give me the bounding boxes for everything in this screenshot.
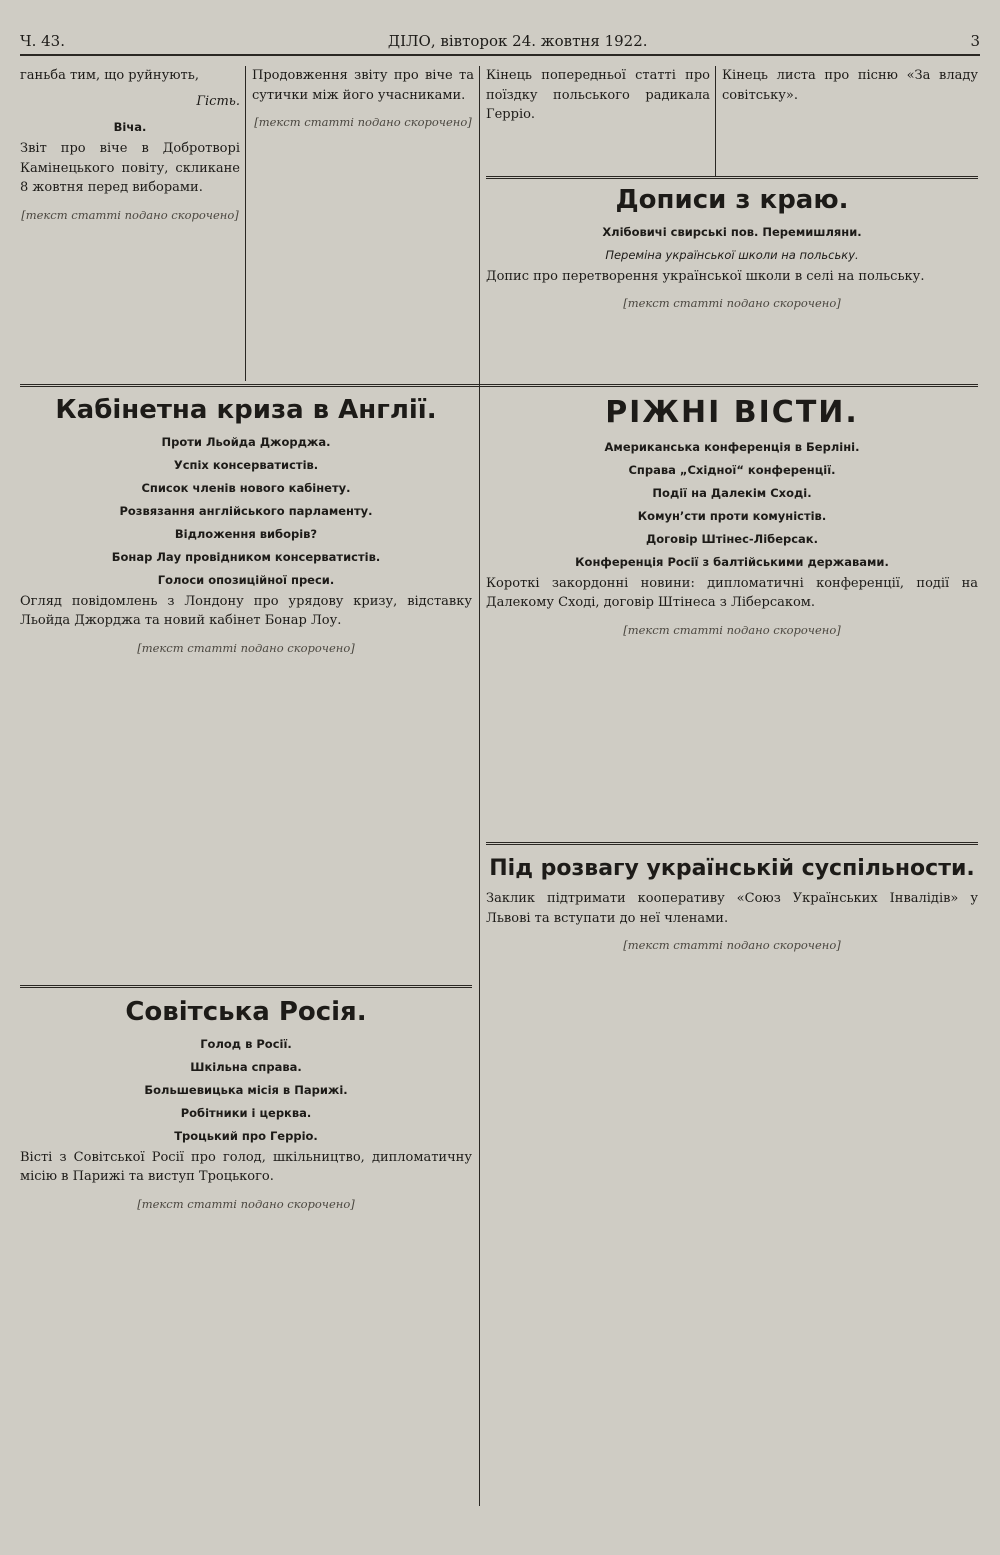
sovit-sub-4: Робітники і церква. — [180, 1105, 312, 1120]
col1-lead: ганьба тим, що руйнують, — [20, 68, 199, 83]
col2-top — [252, 66, 474, 381]
kabinet-sub-5: Відложення виборів? — [174, 526, 318, 541]
kabinet-sub-7: Голоси опозиційної преси. — [157, 572, 335, 587]
vesti-summary: Короткі закордонні новини: дипломатичні конференції, події на Далекому Сході, договір Штінеса з Ліберсаком. — [486, 575, 978, 610]
kabinet-summary: Огляд повідомлень з Лондону про урядову кризу, відставку Льойда Джорджа та новий кабінет Бонар Лоу. — [20, 593, 472, 629]
sovit-sub-2: Шкільна справа. — [190, 1059, 302, 1074]
dopysy-summary: Допис про перетворення української школи в селі на польську. — [486, 268, 925, 284]
col2-summary: Продовження звіту про віче та сутички між його учасниками. — [252, 68, 474, 103]
dopysy-section — [486, 182, 978, 382]
rozvytok-title: Під розвагу українській суспільности. — [489, 856, 975, 881]
masthead — [20, 28, 980, 56]
col1-note: [текст статті подано скорочено] — [21, 207, 239, 222]
page-number: 3 — [970, 32, 980, 50]
col3-summary: Кінець попередньої статті про поїздку польського радикала Герріо. — [486, 68, 710, 122]
vesti-sub-3: Події на Далекім Сході. — [652, 485, 812, 500]
dopysy-title: Дописи з краю. — [615, 185, 849, 215]
rozvytok-note: [текст статті подано скорочено] — [623, 938, 841, 953]
column-rule — [245, 66, 246, 381]
col1-signature: Гість. — [196, 93, 240, 109]
center-column-rule — [479, 66, 480, 1506]
veche-heading: Віча. — [113, 120, 147, 134]
col4-summary: Кінець листа про пісню «За владу совітську». — [722, 68, 978, 103]
rozvytok-section — [486, 852, 978, 1512]
rozvytok-summary: Заклик підтримати кооперативу «Союз Українських Інвалідів» у Львові та вступати до неї членами. — [486, 891, 978, 926]
sovit-summary: Вісті з Совітської Росії про голод, шкільництво, дипломатичну місію в Парижі та виступ Троцького. — [20, 1149, 472, 1185]
sovit-title: Совітська Росія. — [125, 997, 367, 1027]
section-divider — [20, 985, 472, 988]
dopysy-italic-heading: Переміна української школи на польську. — [605, 247, 859, 262]
col1-summary: Звіт про віче в Добротворі Камінецького повіту, скликане 8 жовтня перед виборами. — [20, 141, 240, 195]
dopysy-subhead: Хлібовичі свирські пов. Перемишляни. — [602, 224, 862, 239]
kabinet-sub-3: Список членів нового кабінету. — [141, 480, 351, 495]
kabinet-sub-1: Проти Льойда Джорджа. — [161, 434, 331, 449]
vesti-sub-6: Конференція Росії з балтійськими державами. — [575, 554, 889, 569]
vesti-sub-2: Справа „Східної“ конференції. — [628, 462, 836, 477]
sovit-section — [20, 994, 472, 1514]
dopysy-note: [текст статті подано скорочено] — [623, 296, 841, 311]
kabinet-section — [20, 392, 472, 977]
kabinet-sub-6: Бонар Лау провідником консерватистів. — [111, 549, 381, 564]
vesti-sub-5: Договір Штінес-Ліберсак. — [646, 531, 818, 546]
vesti-sub-4: Комун’сти проти комуністів. — [637, 508, 827, 523]
column-rule — [715, 66, 716, 176]
section-divider — [20, 384, 978, 387]
col1-top — [20, 66, 240, 381]
section-divider — [486, 176, 978, 179]
vesti-section — [486, 392, 978, 832]
kabinet-sub-4: Розвязання англійського парламенту. — [119, 503, 373, 518]
sovit-sub-1: Голод в Росії. — [200, 1036, 292, 1051]
sovit-note: [текст статті подано скорочено] — [137, 1196, 355, 1211]
vesti-sub-1: Американська конференція в Берліні. — [604, 439, 860, 454]
col4-top — [722, 66, 978, 174]
issue-number: Ч. 43. — [20, 32, 65, 50]
paper-title-date: ДІЛО, вівторок 24. жовтня 1922. — [387, 32, 648, 50]
col2-note: [текст статті подано скорочено] — [254, 115, 472, 129]
kabinet-note: [текст статті подано скорочено] — [137, 640, 355, 655]
sovit-sub-3: Большевицька місія в Парижі. — [144, 1082, 348, 1097]
col3-top — [486, 66, 710, 174]
kabinet-title: Кабінетна криза в Англії. — [55, 395, 437, 425]
vesti-title: РІЖНІ ВІСТИ. — [605, 395, 859, 430]
kabinet-sub-2: Успіх консерватистів. — [173, 457, 319, 472]
vesti-note: [текст статті подано скорочено] — [623, 622, 841, 637]
sovit-sub-5: Троцький про Герріо. — [174, 1128, 318, 1143]
section-divider — [486, 842, 978, 845]
